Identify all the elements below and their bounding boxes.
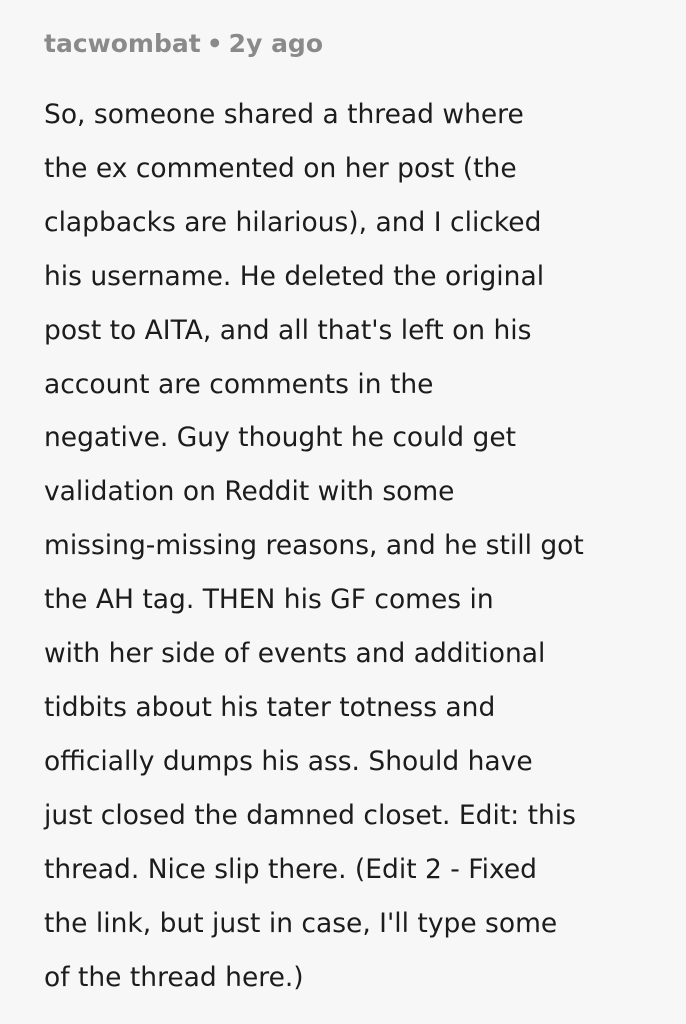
comment-line: negative. Guy thought he could get [44, 422, 517, 454]
comment-line: thread. Nice slip there. (Edit 2 - Fixed [44, 853, 537, 885]
comment-line: clapbacks are hilarious), and I clicked [44, 206, 542, 238]
comment-age: 2y ago [228, 29, 324, 58]
comment-line: account are comments in the [44, 368, 434, 400]
comment-line: with her side of events and additional [44, 638, 546, 670]
comment-line: officially dumps his ass. Should have [44, 745, 533, 777]
comment-line: validation on Reddit with some [44, 476, 455, 508]
comment-line: the link, but just in case, I'll type some [44, 907, 558, 939]
comment-line: tidbits about his tater totness and [44, 691, 496, 723]
comment-line: missing-missing reasons, and he still got [44, 530, 584, 562]
comment-body [44, 88, 664, 1004]
comment-meta [44, 26, 664, 62]
meta-separator: • [206, 29, 223, 58]
comment-line: just closed the damned closet. Edit: this [44, 799, 576, 831]
comment-line: post to AITA, and all that's left on his [44, 314, 532, 346]
comment-line: the ex commented on her post (the [44, 152, 517, 184]
comment-line: the AH tag. THEN his GF comes in [44, 584, 494, 616]
author-username[interactable]: tacwombat [44, 29, 201, 58]
comment [44, 26, 664, 1004]
comment-line: of the thread here.) [44, 961, 304, 993]
comment-line: So, someone shared a thread where [44, 99, 524, 130]
comment-line: his username. He deleted the original [44, 260, 545, 292]
